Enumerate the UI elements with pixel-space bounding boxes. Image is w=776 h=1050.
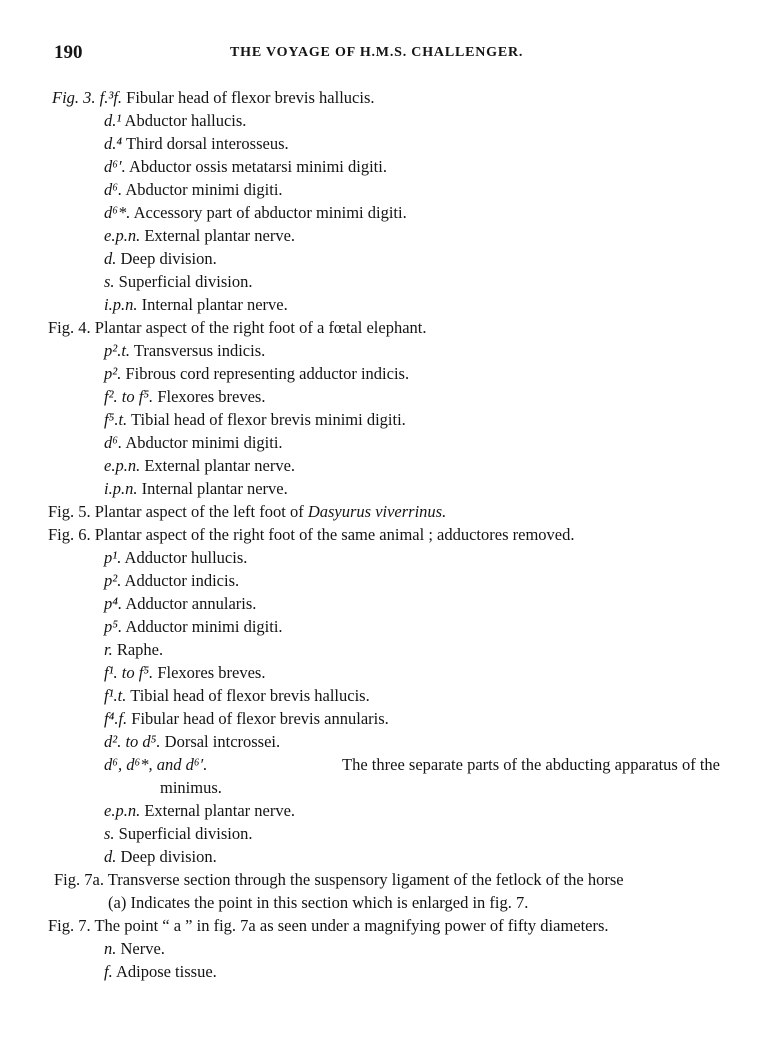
page-number: 190 bbox=[54, 42, 83, 63]
legend-line: e.p.n. External plantar nerve. bbox=[104, 226, 296, 245]
legend-line: minimus. bbox=[160, 778, 222, 797]
legend-line: f⁴.f. Fibular head of flexor brevis annularis. bbox=[104, 709, 389, 728]
legend-line: r. Raphe. bbox=[104, 640, 164, 659]
legend-line: d.⁴ Third dorsal interosseus. bbox=[104, 134, 289, 153]
legend-line: Fig. 7. The point “ a ” in fig. 7a as seen under a magnifying power of fifty diameters. bbox=[48, 916, 609, 935]
legend-line: p². Adductor indicis. bbox=[104, 571, 240, 590]
legend-line: Fig. 3. f.³f. Fibular head of flexor brevis hallucis. bbox=[52, 88, 375, 107]
legend-line: f⁵.t. Tibial head of flexor brevis minimi digiti. bbox=[104, 410, 406, 429]
species-name: Dasyurus viverrinus. bbox=[307, 502, 447, 521]
legend-line: p⁴. Adductor annularis. bbox=[104, 594, 257, 613]
running-title: THE VOYAGE OF H.M.S. CHALLENGER. bbox=[230, 45, 524, 60]
legend-line: i.p.n. Internal plantar nerve. bbox=[104, 479, 288, 498]
legend-line: Fig. 7a. Transverse section through the suspensory ligament of the fetlock of the horse bbox=[54, 870, 624, 889]
legend-line: d⁶, d⁶*, and d⁶′. The three separate parts of the abducting apparatus of the bbox=[104, 755, 720, 774]
legend-line: p⁵. Adductor minimi digiti. bbox=[104, 617, 283, 636]
legend-line: d. Deep division. bbox=[104, 847, 217, 866]
legend-line: d.¹ Abductor hallucis. bbox=[104, 111, 247, 130]
legend-line: Fig. 6. Plantar aspect of the right foot of the same animal ; adductores removed. bbox=[48, 525, 575, 544]
legend-line: d². to d⁵. Dorsal intcrossei. bbox=[104, 732, 281, 751]
legend-line: p².t. Transversus indicis. bbox=[104, 341, 266, 360]
legend-line: s. Superficial division. bbox=[104, 824, 253, 843]
legend-line: f. Adipose tissue. bbox=[104, 962, 217, 981]
legend-line: p¹. Adductor hullucis. bbox=[104, 548, 248, 567]
legend-line: d. Deep division. bbox=[104, 249, 217, 268]
legend-line: i.p.n. Internal plantar nerve. bbox=[104, 295, 288, 314]
legend-line: e.p.n. External plantar nerve. bbox=[104, 456, 296, 475]
legend-line: s. Superficial division. bbox=[104, 272, 253, 291]
legend-line: Fig. 4. Plantar aspect of the right foot of a fœtal elephant. bbox=[48, 318, 427, 337]
legend-line: f¹. to f⁵. Flexores breves. bbox=[104, 663, 266, 682]
legend-line: d⁶′. Abductor ossis metatarsi minimi digiti. bbox=[104, 157, 387, 176]
legend-line: e.p.n. External plantar nerve. bbox=[104, 801, 296, 820]
legend-line: p². Fibrous cord representing adductor indicis. bbox=[104, 364, 410, 383]
page-header bbox=[0, 42, 776, 70]
legend-line: Fig. 5. Plantar aspect of the left foot of Dasyurus viverrinus. bbox=[48, 502, 447, 521]
legend-line: f¹.t. Tibial head of flexor brevis hallucis. bbox=[104, 686, 370, 705]
legend-line: f². to f⁵. Flexores breves. bbox=[104, 387, 266, 406]
legend-line: d⁶*. Accessory part of abductor minimi digiti. bbox=[104, 203, 407, 222]
legend-line: (a) Indicates the point in this section which is enlarged in fig. 7. bbox=[108, 893, 529, 912]
legend-line: d⁶. Abductor minimi digiti. bbox=[104, 433, 283, 452]
legend-line: n. Nerve. bbox=[104, 939, 165, 958]
legend-line: d⁶. Abductor minimi digiti. bbox=[104, 180, 283, 199]
